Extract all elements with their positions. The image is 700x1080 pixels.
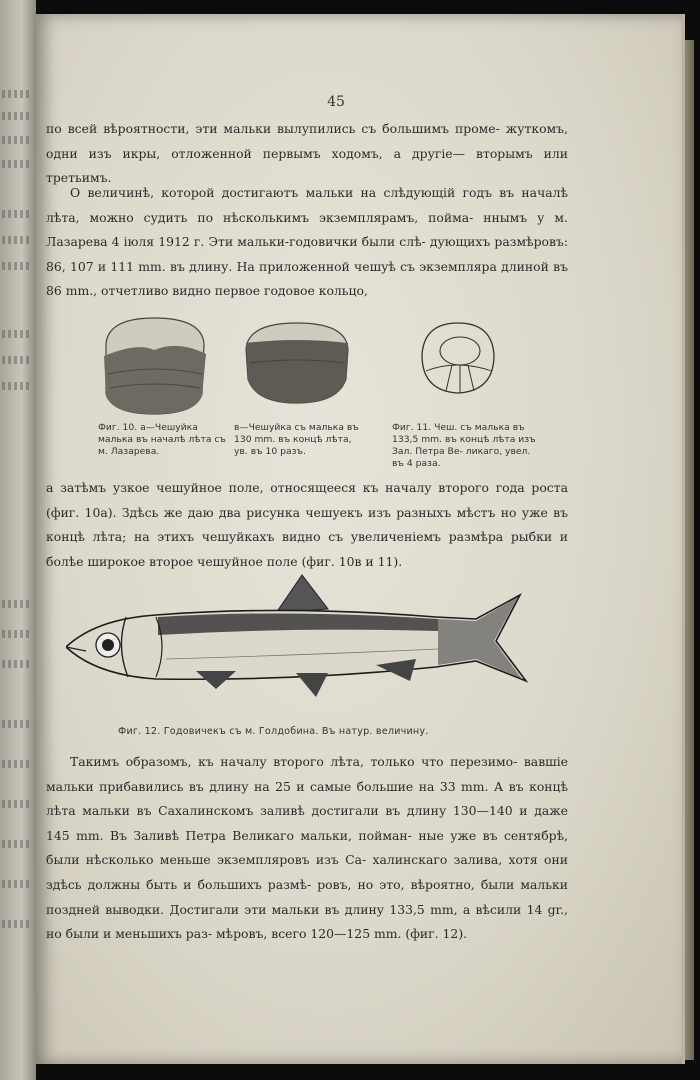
- paragraph-4: Такимъ образомъ, къ началу второго лѣта, только что перезимо- вавшіе мальки прибавились въ длину на 25 и самые большие на 33 mm. А въ концѣ лѣта мальки въ Сахалинскомъ заливѣ достигали въ длину 130—140 и даже 145 mm. Въ Заливѣ Петра Великаго мальки, поймaн- ные уже въ сентябрѣ, были нѣсколько меньше экземпляровъ изъ Са- халинскаго залива, хотя они здѣсь должны быть и большихъ размѣ- ровъ, но это, вѣроятно, были мальки поздней выводки. Достигали эти мальки въ длину 133,5 mm, а вѣсили 14 gr., но были и меньшихъ раз- мѣровъ, всего 120—125 mm. (фиг. 12).: [46, 754, 568, 942]
- fig10a-scale-illustration: [98, 314, 210, 418]
- fig12-fish-illustration: [66, 569, 536, 709]
- paragraph-1: по всей вѣроятности, эти мальки вылупились съ большимъ проме- жуткомъ, одни изъ икры, отложенной первымъ ходомъ, а другіе— вторымъ или третьимъ.: [46, 121, 568, 186]
- fig10a-caption: Фиг. 10. а—Чешуйка малька въ началѣ лѣта съ м. Лазарева.: [98, 422, 226, 457]
- page-number: 45: [327, 94, 345, 110]
- fig12-caption: Фиг. 12. Годовичекъ съ м. Голдобина. Въ натур. величину.: [118, 726, 429, 737]
- fig11-scale-illustration: [416, 319, 500, 397]
- book-page: [36, 14, 685, 1064]
- paragraph-3: а затѣмъ узкое чешуйное поле, относящееся къ началу второго года роста (фиг. 10а). Здѣсь же даю два рисунка чешуекъ изъ разныхъ мѣстъ но уже въ концѣ лѣта; на этихъ чешуйкахъ видно съ увеличеніемъ размѣра рыбки и болѣе широкое второе чешуйное поле (фиг. 10в и 11).: [46, 480, 568, 569]
- fig10b-scale-illustration: [242, 319, 352, 407]
- paragraph-2: О величинѣ, которой достигаютъ мальки на слѣдующій годъ въ началѣ лѣта, можно судить по нѣсколькимъ экземплярамъ, поймa- ннымъ у м. Лазарева 4 іюля 1912 г. Эти мальки-годовички были слѣ- дующихъ размѣровъ: 86, 107 и 111 mm. въ длину. На приложенной чешуѣ съ экземпляра длиной въ 86 mm., отчетливо видно первое годовое кольцо,: [46, 185, 568, 299]
- fig11-caption: Фиг. 11. Чеш. съ малька въ 133,5 mm. въ концѣ лѣта изъ Зал. Петра Ве- ликаго, увел. въ 4 раза.: [392, 422, 536, 469]
- adjacent-page-edge: [0, 0, 36, 1080]
- fig10b-caption: в—Чешуйка съ малька въ 130 mm. въ концѣ лѣта, ув. въ 10 разъ.: [234, 422, 359, 457]
